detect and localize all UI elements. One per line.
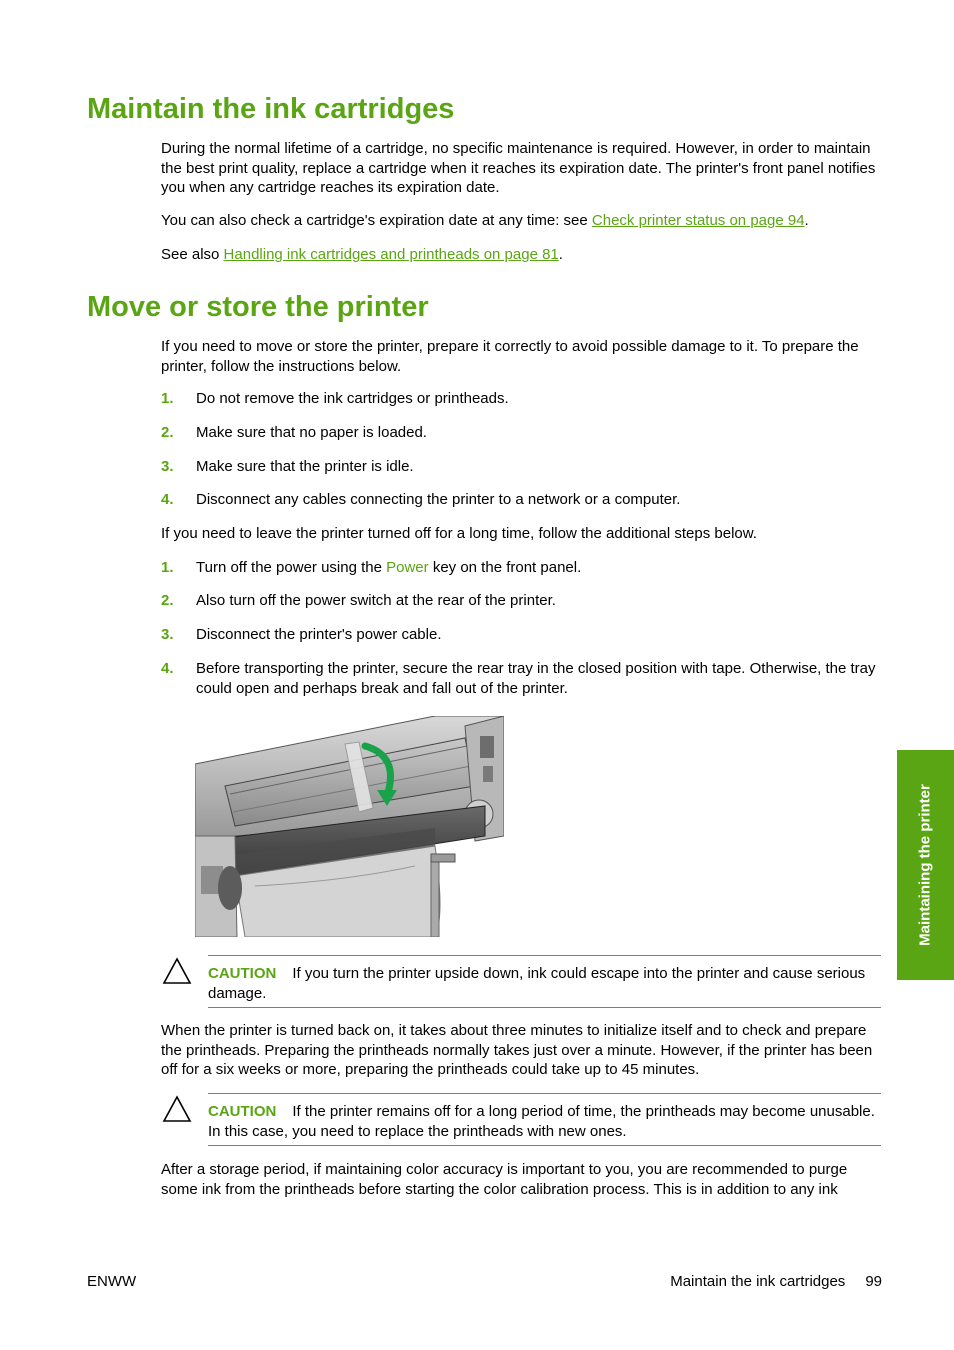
paragraph-see-also (161, 245, 883, 265)
caution-box (208, 1093, 881, 1146)
step-number: 1. (161, 559, 174, 576)
caution-box (208, 955, 881, 1008)
step-text: Make sure that no paper is loaded. (196, 424, 427, 441)
chapter-side-tab-label: Maintaining the printer (916, 784, 934, 946)
step-text (196, 558, 883, 578)
paragraph-turned-back-on: When the printer is turned back on, it takes about three minutes to initialize itself and to check and prepare the printheads. Preparing the printheads normally takes just over a minute. However, if the printer has been off for a six weeks or more, preparing the printheads could take up to 45 minutes. (161, 1022, 873, 1078)
text-suffix: key on the front panel. (428, 559, 582, 576)
caution-text: If you turn the printer upside down, ink could escape into the printer and cause serious damage. (208, 965, 866, 1002)
section-title-move-store: Move or store the printer (87, 291, 429, 323)
text-suffix: . (558, 246, 563, 263)
warning-triangle-icon (162, 957, 192, 985)
step-text: Before transporting the printer, secure the rear tray in the closed position with tape. Otherwise, the tray could open and perhaps break and fall out of the printer. (196, 660, 876, 697)
chapter-side-tab (897, 750, 954, 980)
link-check-printer-status[interactable]: Check printer status on page 94 (591, 212, 805, 229)
text-prefix: You can also check a cartridge's expiration date at any time: see (161, 212, 592, 229)
step-text: Do not remove the ink cartridges or printheads. (196, 390, 509, 407)
step-number: 2. (161, 424, 174, 441)
paragraph-move-intro: If you need to move or store the printer, prepare it correctly to avoid possible damage to it. To prepare the printer, follow the instructions below. (161, 338, 859, 375)
step-number: 3. (161, 458, 174, 475)
paragraph-lifetime: During the normal lifetime of a cartridge, no specific maintenance is required. However, in order to maintain the best print quality, replace a cartridge when it reaches its expiration date. The printer's front panel notifies you when any cartridge reaches its expiration date. (161, 140, 876, 196)
text-suffix: . (804, 212, 809, 229)
paragraph-long-time-off: If you need to leave the printer turned off for a long time, follow the additional steps below. (161, 525, 757, 542)
power-key-label: Power (386, 559, 429, 576)
step-text: Also turn off the power switch at the rear of the printer. (196, 592, 556, 609)
warning-triangle-icon (162, 1095, 192, 1123)
section-title-maintain: Maintain the ink cartridges (87, 93, 455, 125)
paragraph-after-storage: After a storage period, if maintaining color accuracy is important to you, you are recommended to purge some ink from the printheads before starting the color calibration process. This is in addition to any ink (161, 1161, 848, 1198)
caution-label: CAUTION (208, 965, 277, 982)
step-number: 1. (161, 390, 174, 407)
step-text: Disconnect the printer's power cable. (196, 626, 442, 643)
footer-section-title: Maintain the ink cartridges (670, 1273, 846, 1290)
page-number: 99 (865, 1273, 882, 1290)
printer-rear-tray-illustration (195, 716, 504, 937)
caution-text: If the printer remains off for a long period of time, the printheads may become unusable. In this case, you need to replace the printheads with new ones. (208, 1103, 875, 1140)
caution-label: CAUTION (208, 1103, 277, 1120)
text-prefix: See also (161, 246, 224, 263)
paragraph-check-expiration (161, 211, 883, 231)
step-text: Make sure that the printer is idle. (196, 458, 414, 475)
text-prefix: Turn off the power using the (196, 559, 387, 576)
step-number: 2. (161, 592, 174, 609)
link-handling-ink-cartridges[interactable]: Handling ink cartridges and printheads on page 81 (223, 246, 559, 263)
step-text: Disconnect any cables connecting the printer to a network or a computer. (196, 491, 681, 508)
step-number: 4. (161, 660, 174, 677)
footer-right (670, 1272, 882, 1292)
step-number: 4. (161, 491, 174, 508)
footer-left-label: ENWW (87, 1273, 137, 1290)
step-number: 3. (161, 626, 174, 643)
